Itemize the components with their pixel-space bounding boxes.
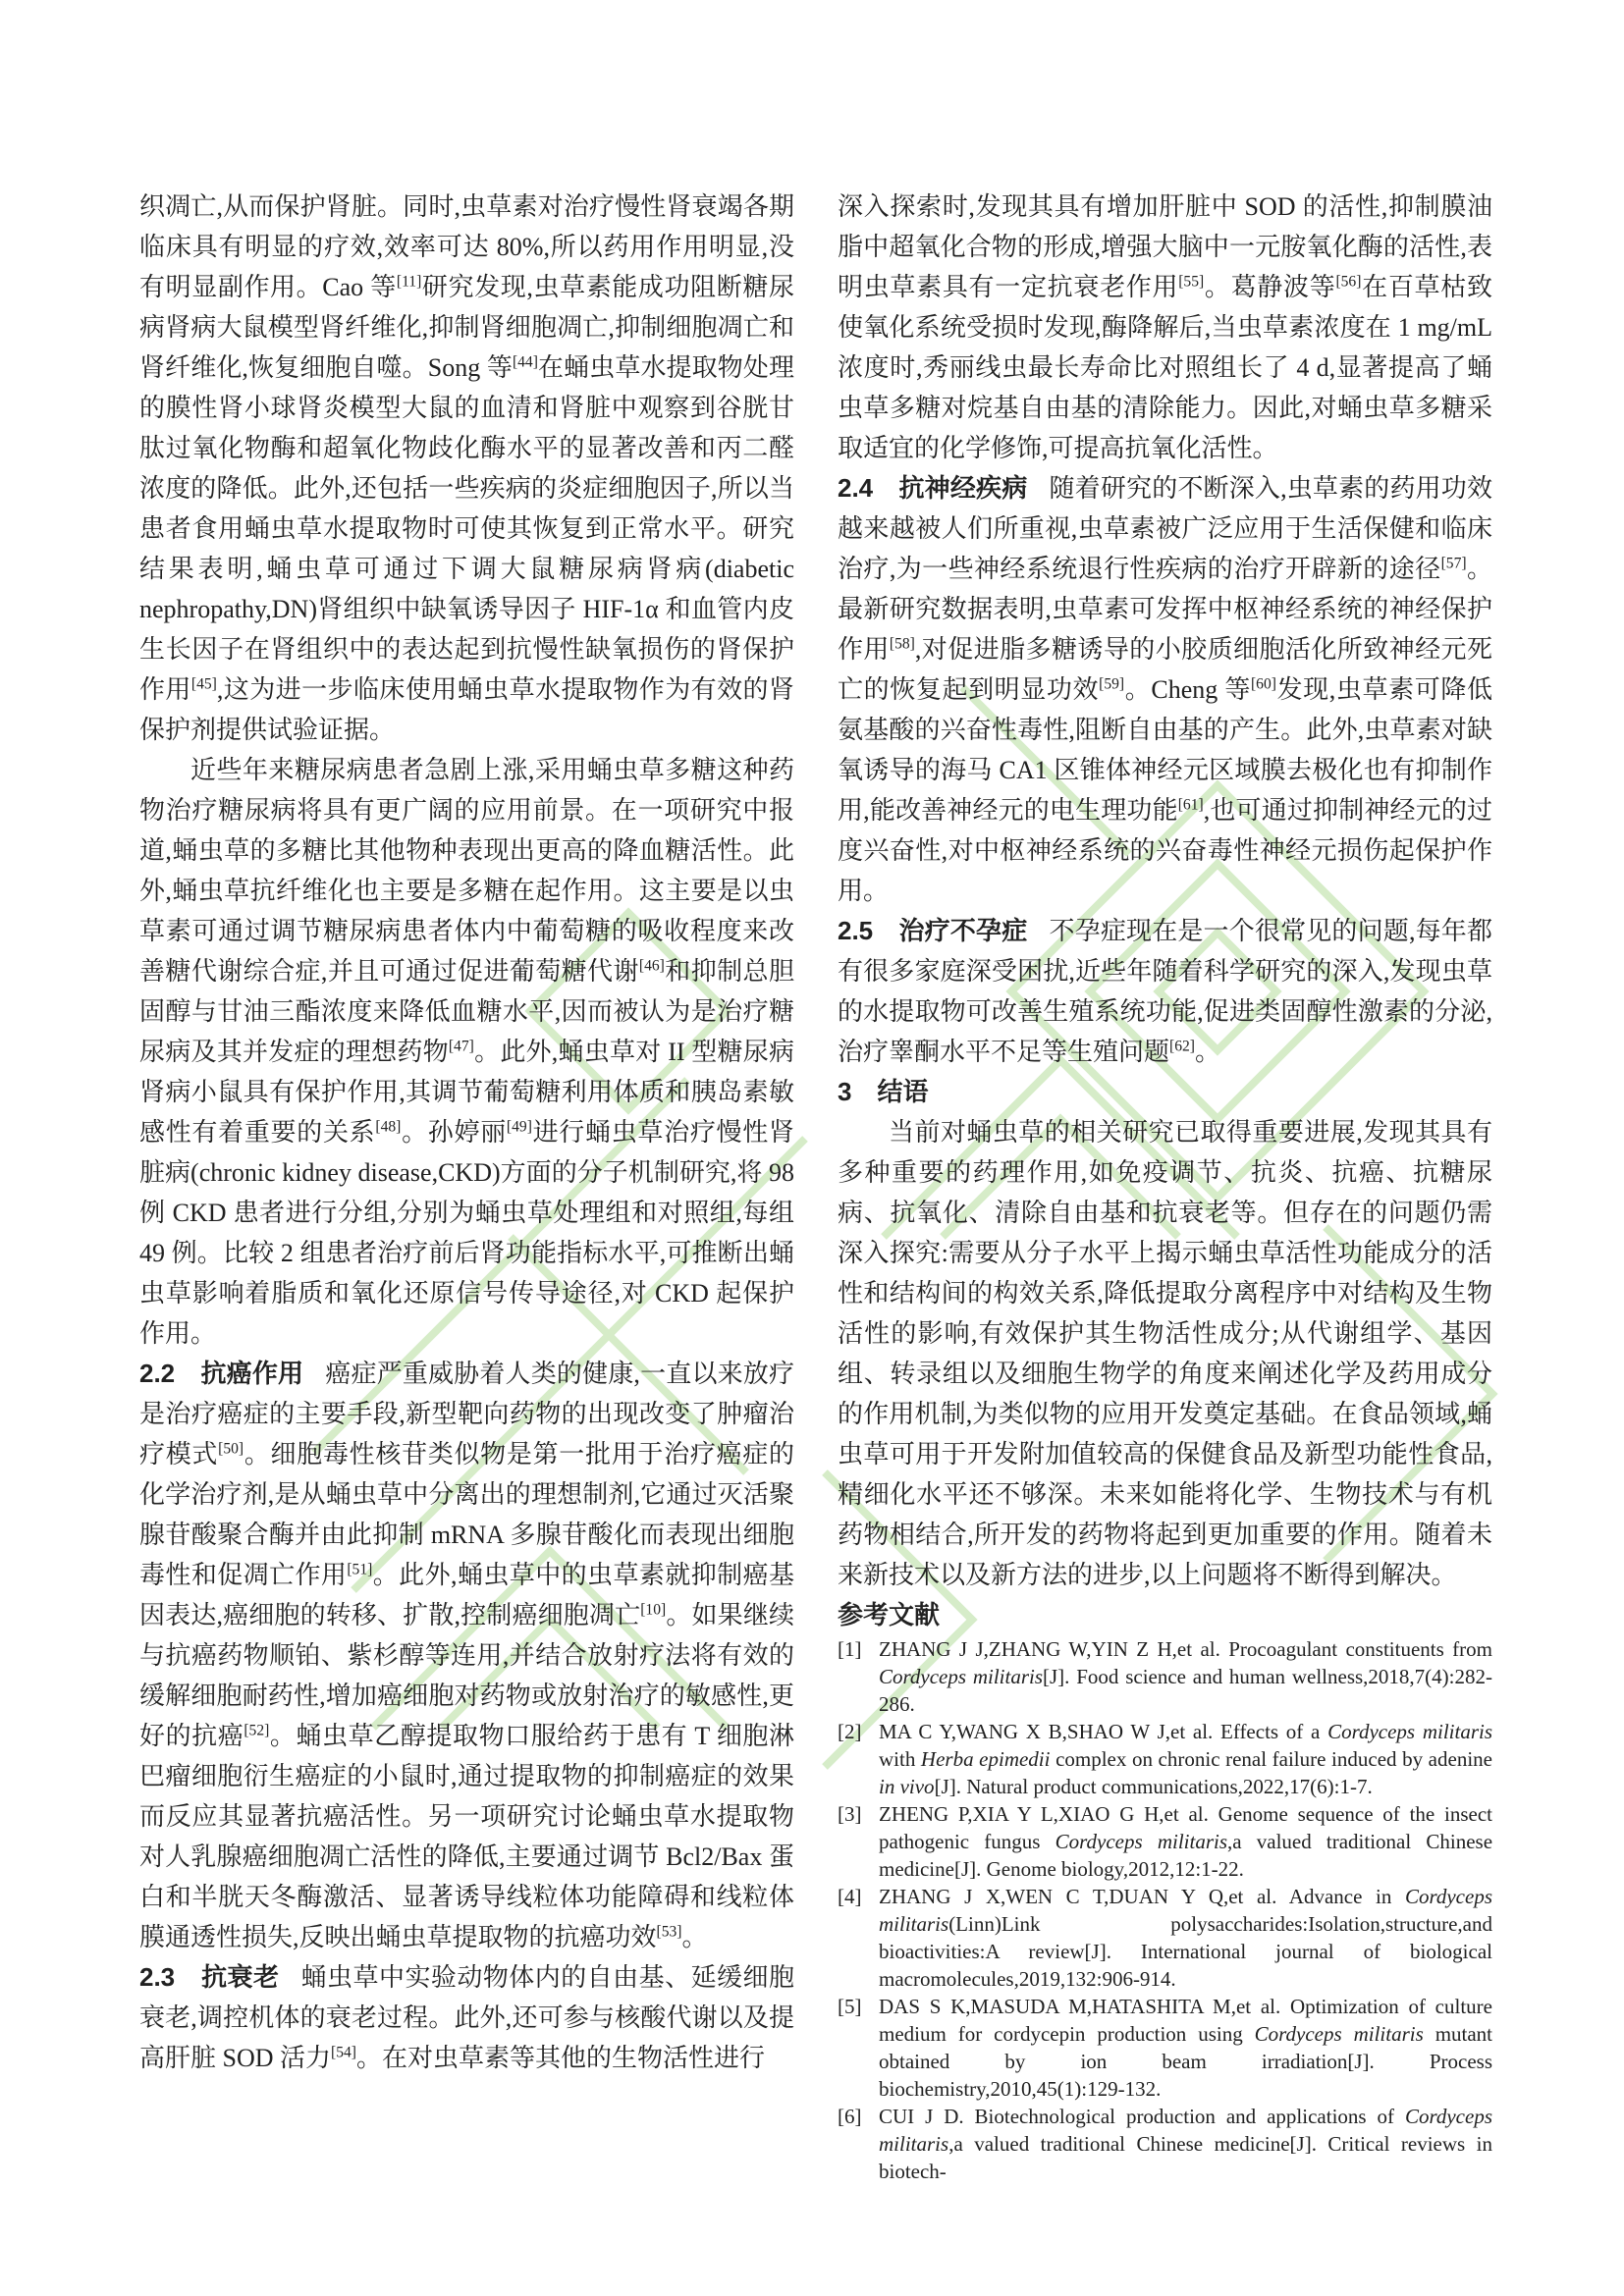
paragraph — [139, 750, 794, 1354]
body-text: 当前对蛹虫草的相关研究已取得重要进展,发现其具有多种重要的药理作用,如免疫调节、抗炎、抗癌、抗糖尿病、抗氧化、清除自由基和抗衰老等。但存在的问题仍需深入探究:需要从分子水平上揭示蛹虫草活性功能成分的活性和结构间的构效关系,降低提取分离程序中对结构及生物活性的影响,有效保护其生物活性成分;从代谢组学、基因组、转录组以及细胞生物学的角度来阐述化学及药用成分的作用机制,为类似物的应用开发奠定基础。在食品领域,蛹虫草可用于开发附加值较高的保健食品及新型功能性食品,精细化水平还不够深。未来如能将化学、生物技术与有机药物相结合,所开发的药物将起到更加重要的作用。随着未来新技术以及新方法的进步,以上问题将不断得到解决。 — [838, 1118, 1492, 1589]
right-column — [838, 187, 1492, 2185]
species-name-italic: in vivo — [879, 1775, 935, 1798]
body-text: ZHENG P,XIA Y L,XIAO G H,et al. Genome sequence of the insect pathogenic fungus — [879, 1802, 1492, 1853]
citation-superscript: [60] — [1250, 675, 1276, 693]
body-text: ,这为进一步临床使用蛹虫草水提取物作为有效的肾保护剂提供试验证据。 — [139, 675, 794, 744]
body-text: DAS S K,MASUDA M,HATASHITA M,et al. Optimization of culture medium for cordycepin production using — [879, 1995, 1492, 2046]
paragraph — [838, 468, 1492, 911]
body-text: 在蛹虫草水提取物处理的膜性肾小球肾炎模型大鼠的血清和肾脏中观察到谷胱甘肽过氧化物酶和超氧化物歧化酶水平的显著改善和丙二醛浓度的降低。此外,还包括一些疾病的炎症细胞因子,所以当患者食用蛹虫草水提取物时可使其恢复到正常水平。研究结果表明,蛹虫草可通过下调大鼠糖尿病肾病(diabetic nephropathy,DN)肾组织中缺氧诱导因子 HIF-1α 和血管内皮生长因子在肾组织中的表达起到抗慢性缺氧损伤的肾保护作用 — [139, 353, 794, 704]
inline-section-heading: 2.4 抗神经疾病 — [838, 473, 1028, 503]
body-text: 随着研究的不断深入,虫草素的药用功效越来越被人们所重视,虫草素被广泛应用于生活保健和临床治疗,为一些神经系统退行性疾病的治疗开辟新的途径 — [838, 474, 1492, 583]
body-text: 。在对虫草素等其他的生物活性进行 — [356, 2044, 766, 2072]
body-text: ZHANG J X,WEN C T,DUAN Y Q,et al. Advance in — [879, 1885, 1405, 1908]
reference-item — [838, 2103, 1492, 2185]
reference-number: [2] — [838, 1720, 862, 1743]
inline-section-heading: 2.3 抗衰老 — [139, 1962, 280, 1992]
citation-superscript: [44] — [512, 353, 538, 371]
citation-superscript: [47] — [448, 1038, 474, 1055]
citation-superscript: [11] — [396, 273, 422, 291]
reference-item — [838, 1800, 1492, 1883]
species-name-italic: Cordyceps militaris — [879, 1665, 1044, 1688]
species-name-italic: Cordyceps militaris — [1254, 2022, 1424, 2046]
citation-superscript: [56] — [1335, 273, 1362, 291]
reference-number: [5] — [838, 1995, 862, 2018]
reference-item — [838, 1635, 1492, 1718]
species-name-italic: Cordyceps militaris — [1055, 1830, 1228, 1853]
citation-superscript: [10] — [640, 1601, 667, 1619]
reference-number: [6] — [838, 2105, 862, 2128]
inline-section-heading: 2.2 抗癌作用 — [139, 1359, 304, 1388]
citation-superscript: [46] — [638, 957, 665, 975]
citation-superscript: [50] — [218, 1440, 244, 1458]
body-text: ,a valued traditional Chinese medicine[J]. Genome biology,2012,12:1-22. — [879, 1830, 1493, 1881]
citation-superscript: [49] — [506, 1118, 532, 1136]
body-text: ,也可通过抑制神经元的过度兴奋性,对中枢神经系统的兴奋毒性神经元损伤起保护作用。 — [838, 796, 1492, 905]
body-text: 近些年来糖尿病患者急剧上涨,采用蛹虫草多糖这种药物治疗糖尿病将具有更广阔的应用前景。在一项研究中报道,蛹虫草的多糖比其他物种表现出更高的降血糖活性。此外,蛹虫草抗纤维化也主要是多糖在起作用。这主要是以虫草素可通过调节糖尿病患者体内中葡萄糖的吸收程度来改善糖代谢综合症,并且可通过促进葡萄糖代谢 — [139, 756, 794, 986]
species-name-italic: Cordyceps militaris — [879, 1885, 1492, 1936]
body-text: CUI J D. Biotechnological production and applications of — [879, 2105, 1405, 2128]
reference-item — [838, 1993, 1492, 2103]
section-heading: 参考文献 — [838, 1600, 941, 1629]
body-text: 深入探索时,发现其具有增加肝脏中 SOD 的活性,抑制膜油脂中超氧化合物的形成,增强大脑中一元胺氧化酶的活性,表明虫草素具有一定抗衰老作用 — [838, 192, 1492, 301]
paragraph — [838, 911, 1492, 1072]
citation-superscript: [57] — [1440, 555, 1467, 572]
paragraph — [838, 1112, 1492, 1595]
body-text: 和抑制总胆固醇与甘油三酯浓度来降低血糖水平,因而被认为是治疗糖尿病及其并发症的理想药物 — [139, 957, 794, 1066]
citation-superscript: [51] — [347, 1561, 373, 1578]
body-text: 。Cheng 等 — [1124, 675, 1251, 704]
reference-item — [838, 1718, 1492, 1800]
body-text: 。如果继续与抗癌药物顺铂、紫杉醇等连用,并结合放射疗法将有效的缓解细胞耐药性,增加癌细胞对药物或放射治疗的敏感性,更好的抗癌 — [139, 1601, 794, 1750]
body-text: with — [879, 1747, 921, 1771]
body-text: MA C Y,WANG X B,SHAO W J,et al. Effects of a — [879, 1720, 1328, 1743]
body-text: 。 — [1195, 1038, 1221, 1066]
species-name-italic: Cordyceps militaris — [879, 2105, 1492, 2156]
body-text: 。葛静波等 — [1204, 273, 1336, 301]
inline-section-heading: 2.5 治疗不孕症 — [838, 916, 1028, 945]
reference-number: [3] — [838, 1802, 862, 1826]
left-column — [139, 187, 794, 2185]
paragraph — [139, 187, 794, 750]
body-text: 不孕症现在是一个很常见的问题,每年都有很多家庭深受困扰,近些年随着科学研究的深入,发现虫草的水提取物可改善生殖系统功能,促进类固醇性激素的分泌,治疗睾酮水平不足等生殖问题 — [838, 917, 1492, 1066]
citation-superscript: [59] — [1099, 675, 1125, 693]
body-text: 。此外,蛹虫草对 II 型糖尿病肾病小鼠具有保护作用,其调节葡萄糖利用体质和胰岛素敏感性有着重要的关系 — [139, 1038, 794, 1147]
body-text: 癌症严重威胁着人类的健康,一直以来放疗是治疗癌症的主要手段,新型靶向药物的出现改变了肿瘤治疗模式 — [139, 1360, 794, 1468]
reference-number: [4] — [838, 1885, 862, 1908]
body-text: ,a valued traditional Chinese medicine[J]. Critical reviews in biotech- — [879, 2132, 1492, 2183]
citation-superscript: [54] — [331, 2044, 356, 2061]
citation-superscript: [52] — [244, 1722, 270, 1739]
body-text: 。孙婷丽 — [401, 1118, 507, 1147]
body-text: 。蛹虫草乙醇提取物口服给药于患有 T 细胞淋巴瘤细胞衍生癌症的小鼠时,通过提取物的抑制癌症的效果而反应其显著抗癌活性。另一项研究讨论蛹虫草水提取物对人乳腺癌细胞凋亡活性的降低,主要通过调节 Bcl2/Bax 蛋白和半胱天冬酶激活、显著诱导线粒体功能障碍和线粒体膜通透性损失,反映出蛹虫草提取物的抗癌功效 — [139, 1722, 794, 1951]
body-text: mutant obtained by ion beam irradiation[J]. Process biochemistry,2010,45(1):129-132. — [879, 2022, 1493, 2101]
citation-superscript: [48] — [375, 1118, 402, 1136]
reference-item — [838, 1883, 1492, 1993]
body-text: 织凋亡,从而保护肾脏。同时,虫草素对治疗慢性肾衰竭各期临床具有明显的疗效,效率可达 80%,所以药用作用明显,没有明显副作用。Cao 等 — [139, 192, 794, 301]
species-name-italic: Cordyceps militaris — [1327, 1720, 1492, 1743]
body-text: 研究发现,虫草素能成功阻断糖尿病肾病大鼠模型肾纤维化,抑制肾细胞凋亡,抑制细胞凋亡和肾纤维化,恢复细胞自噬。Song 等 — [139, 273, 794, 382]
body-text: 。细胞毒性核苷类似物是第一批用于治疗癌症的化学治疗剂,是从蛹虫草中分离出的理想制剂,它通过灭活聚腺苷酸聚合酶并由此抑制 mRNA 多腺苷酸化而表现出细胞毒性和促凋亡作用 — [139, 1440, 794, 1589]
paragraph — [139, 1354, 794, 1957]
body-text: complex on chronic renal failure induced by adenine — [1050, 1747, 1492, 1771]
citation-superscript: [45] — [190, 675, 217, 693]
citation-superscript: [55] — [1178, 273, 1205, 291]
body-text: 。最新研究数据表明,虫草素可发挥中枢神经系统的神经保护作用 — [838, 555, 1492, 664]
body-text: 在百草枯致使氧化系统受损时发现,酶降解后,当虫草素浓度在 1 mg/mL 浓度时,秀丽线虫最长寿命比对照组长了 4 d,显著提高了蛹虫草多糖对烷基自由基的清除能力。因此,对蛹虫草多糖采取适宜的化学修饰,可提高抗氧化活性。 — [838, 273, 1492, 462]
body-text: 。此外,蛹虫草中的虫草素就抑制癌基因表达,癌细胞的转移、扩散,控制癌细胞凋亡 — [139, 1561, 794, 1629]
body-text: (Linn)Link polysaccharides:Isolation,structure,and bioactivities:A review[J]. International journal of biological macromolecules,2019,132:906-914. — [879, 1912, 1492, 1991]
body-text: 蛹虫草中实验动物体内的自由基、延缓细胞衰老,调控机体的衰老过程。此外,还可参与核酸代谢以及提高肝脏 SOD 活力 — [139, 1963, 794, 2072]
section-heading: 3 结语 — [838, 1077, 929, 1106]
reference-number: [1] — [838, 1637, 862, 1661]
citation-superscript: [58] — [889, 635, 915, 653]
body-text: 进行蛹虫草治疗慢性肾脏病(chronic kidney disease,CKD)方面的分子机制研究,将 98 例 CKD 患者进行分组,分别为蛹虫草处理组和对照组,每组 49 例。比较 2 组患者治疗前后肾功能指标水平,可推断出蛹虫草影响着脂质和氧化还原信号传导途径,对 CKD 起保护作用。 — [139, 1118, 794, 1348]
two-column-layout — [139, 187, 1492, 2185]
species-name-italic: Herba epimedii — [920, 1747, 1051, 1771]
body-text: ,对促进脂多糖诱导的小胶质细胞活化所致神经元死亡的恢复起到明显功效 — [838, 635, 1492, 704]
citation-superscript: [62] — [1169, 1038, 1195, 1055]
citation-superscript: [53] — [656, 1923, 682, 1941]
citation-superscript: [61] — [1177, 796, 1204, 814]
paragraph — [139, 1957, 794, 2078]
body-text: 。 — [681, 1923, 708, 1951]
body-text: 发现,虫草素可降低氨基酸的兴奋性毒性,阻断自由基的产生。此外,虫草素对缺氧诱导的海马 CA1 区锥体神经元区域膜去极化也有抑制作用,能改善神经元的电生理功能 — [838, 675, 1492, 825]
body-text: [J]. Natural product communications,2022,17(6):1-7. — [934, 1775, 1373, 1798]
body-text: ZHANG J J,ZHANG W,YIN Z H,et al. Procoagulant constituents from — [879, 1637, 1492, 1661]
body-text: [J]. Food science and human wellness,2018,7(4):282-286. — [879, 1665, 1492, 1716]
paragraph — [838, 187, 1492, 468]
